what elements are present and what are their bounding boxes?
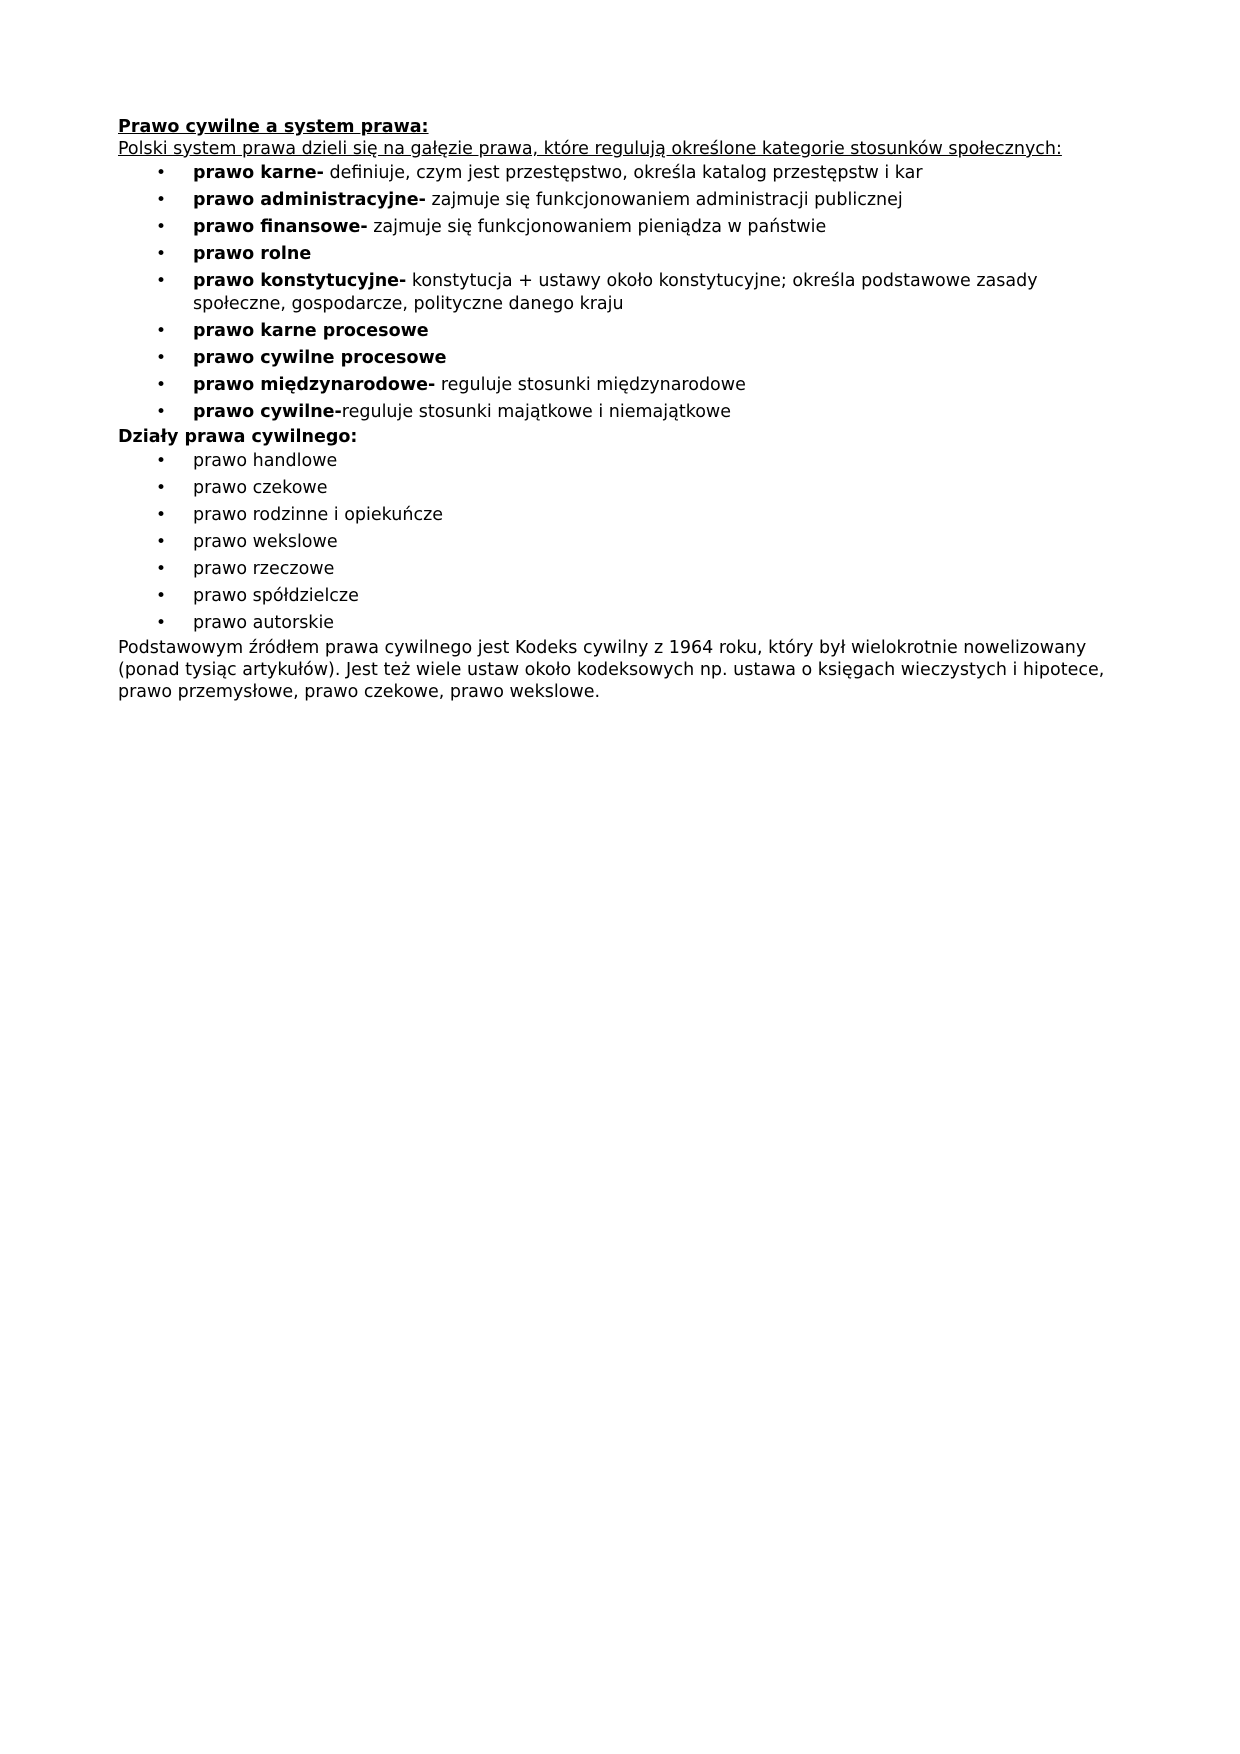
list-item: [118, 214, 1128, 241]
branch-term: prawo międzynarodowe-: [193, 375, 436, 395]
bullet-icon: •: [156, 163, 167, 183]
list-item: [118, 268, 1128, 318]
document-page: [118, 116, 1128, 703]
bullet-icon: •: [156, 375, 167, 395]
division-label: prawo rodzinne i opiekuńcze: [193, 505, 444, 525]
branch-term: prawo karne-: [193, 163, 324, 183]
bullet-icon: •: [156, 348, 167, 368]
branch-description: konstytucja + ustawy około konstytucyjne; określa podstawowe zasady społeczne, gospodarcze, polityczne danego kraju: [193, 271, 1038, 314]
bullet-icon: •: [156, 244, 167, 264]
document-heading: Prawo cywilne a system prawa:: [118, 117, 429, 137]
intro-paragraph: Polski system prawa dzieli się na gałęzie prawa, które regulują określone kategorie stosunków społecznych:: [118, 139, 1062, 159]
branch-term: prawo administracyjne-: [193, 190, 426, 210]
list-item: [118, 318, 1128, 345]
list-item: [118, 610, 1128, 637]
division-label: prawo handlowe: [193, 451, 338, 471]
branch-description: zajmuje się funkcjonowaniem administracji publicznej: [425, 190, 903, 210]
list-item: [118, 345, 1128, 372]
list-item: [118, 556, 1128, 583]
branch-term: prawo finansowe-: [193, 217, 368, 237]
bullet-icon: •: [156, 532, 167, 552]
list-item: [118, 399, 1128, 426]
law-branches-list: [118, 160, 1128, 426]
division-label: prawo wekslowe: [193, 532, 338, 552]
bullet-icon: •: [156, 321, 167, 341]
section-title: Działy prawa cywilnego:: [118, 427, 358, 447]
branch-term: prawo karne procesowe: [193, 321, 429, 341]
bullet-icon: •: [156, 613, 167, 633]
list-item: [118, 160, 1128, 187]
bullet-icon: •: [156, 505, 167, 525]
list-item: [118, 372, 1128, 399]
bullet-icon: •: [156, 478, 167, 498]
branch-description: reguluje stosunki międzynarodowe: [435, 375, 746, 395]
list-item: [118, 583, 1128, 610]
branch-term: prawo rolne: [193, 244, 312, 264]
branch-description: zajmuje się funkcjonowaniem pieniądza w państwie: [367, 217, 827, 237]
civil-divisions-list: [118, 448, 1128, 637]
branch-description: definiuje, czym jest przestępstwo, określa katalog przestępstw i kar: [323, 163, 923, 183]
list-item: [118, 448, 1128, 475]
closing-paragraph: Podstawowym źródłem prawa cywilnego jest Kodeks cywilny z 1964 roku, który był wielokrotnie nowelizowany (ponad tysiąc artykułów). Jest też wiele ustaw około kodeksowych np. ustawa o księgach wieczystych i hipotece, prawo przemysłowe, prawo czekowe, prawo wekslowe.: [118, 638, 1105, 702]
list-item: [118, 475, 1128, 502]
bullet-icon: •: [156, 402, 167, 422]
bullet-icon: •: [156, 190, 167, 210]
list-item: [118, 529, 1128, 556]
division-label: prawo autorskie: [193, 613, 335, 633]
branch-description: reguluje stosunki majątkowe i niemajątkowe: [341, 402, 732, 422]
branch-term: prawo konstytucyjne-: [193, 271, 407, 291]
bullet-icon: •: [156, 559, 167, 579]
bullet-icon: •: [156, 217, 167, 237]
bullet-icon: •: [156, 586, 167, 606]
division-label: prawo spółdzielcze: [193, 586, 359, 606]
branch-term: prawo cywilne procesowe: [193, 348, 447, 368]
bullet-icon: •: [156, 271, 167, 291]
bullet-icon: •: [156, 451, 167, 471]
division-label: prawo rzeczowe: [193, 559, 335, 579]
division-label: prawo czekowe: [193, 478, 328, 498]
list-item: [118, 502, 1128, 529]
branch-term: prawo cywilne-: [193, 402, 342, 422]
list-item: [118, 241, 1128, 268]
list-item: [118, 187, 1128, 214]
